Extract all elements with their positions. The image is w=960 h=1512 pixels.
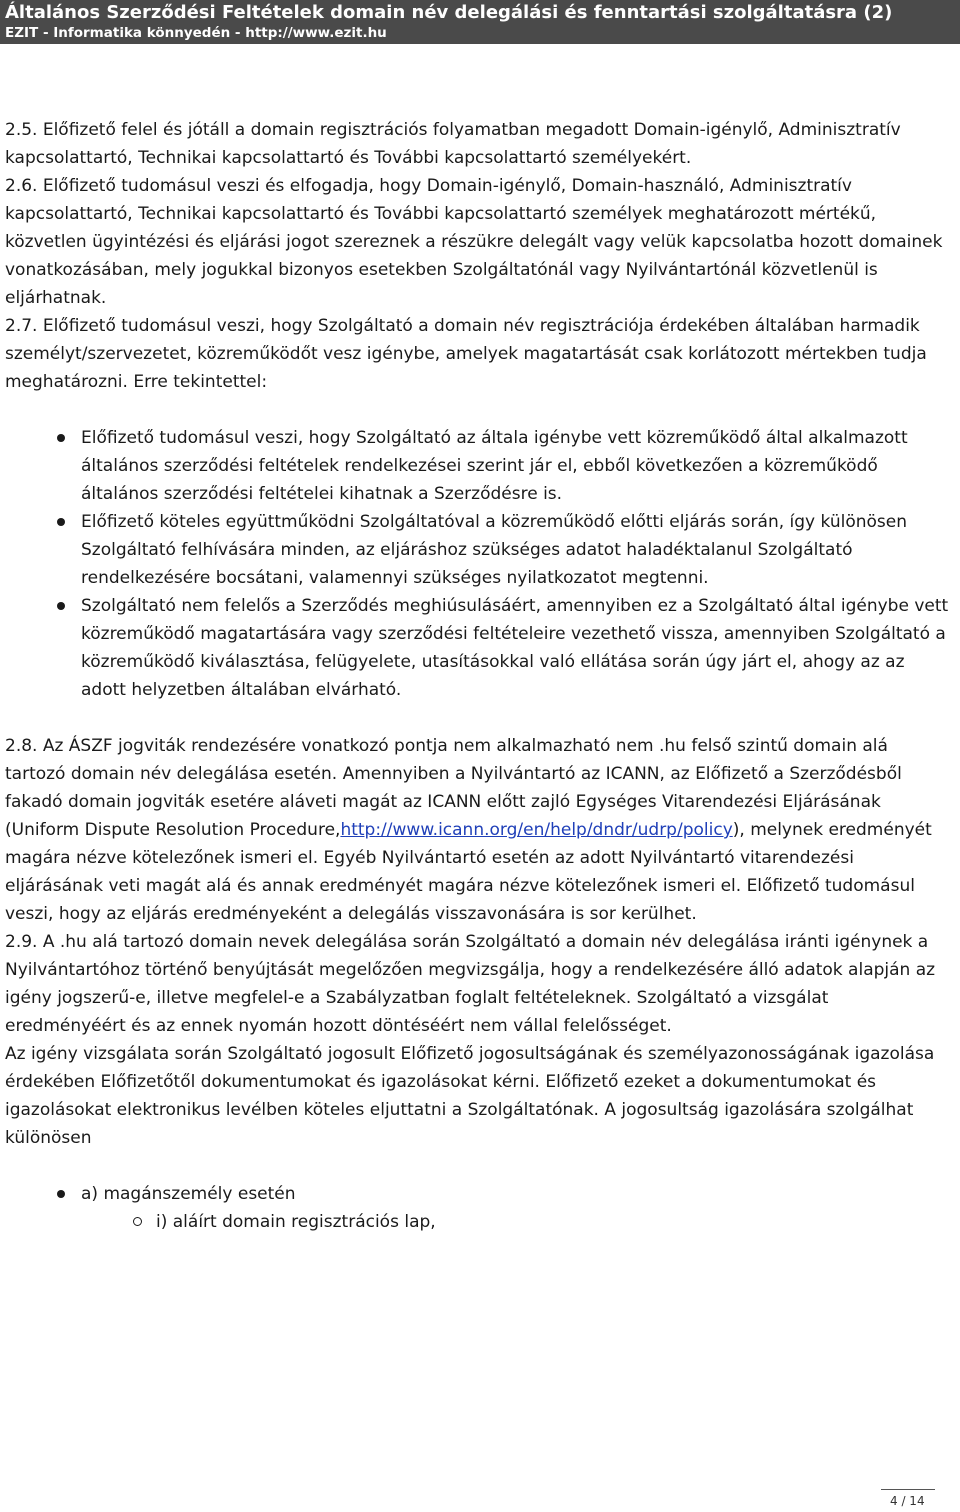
bullet-list-2-7 [5, 424, 953, 704]
paragraph-2-8-text: 2.8. Az ÁSZF jogviták rendezésére vonatkozó pontja nem alkalmazható nem .hu felső szintű domain alá tartozó domain név delegálása esetén. Amennyiben a Nyilvántartó az ICANN, az Előfizető a Szerződésből fakadó domain jogviták esetére aláveti magát az ICANN előtt zajló Egységes Vitarendezési Eljárásának (Uniform Dispute Resolution Procedure, [5, 736, 902, 840]
list-item: Előfizető tudomásul veszi, hogy Szolgáltató az általa igénybe vett közreműködő által alkalmazott általános szerződési feltételek rendelkezései szerint jár el, ebből következően a közreműködő általános szerződési feltételei kihatnak a Szerződésre is. [81, 424, 953, 508]
paragraph-2-8-text-end: ), melynek eredményét magára nézve kötelezőnek ismeri el. Egyéb Nyilvántartó esetén az adott Nyilvántartó vitarendezési eljárásának veti magát alá és annak eredményét magára nézve kötelezőnek ismeri el. Előfizető tudomásul veszi, hogy az eljárás eredményeként a delegálás visszavonására is sor kerülhet. [5, 820, 932, 924]
paragraph-2-5: 2.5. Előfizető felel és jótáll a domain regisztrációs folyamatban megadott Domain-igénylő, Adminisztratív kapcsolattartó, Technikai kapcsolattartó és További kapcsolattartó személyekért. [5, 120, 901, 168]
paragraph-2-9: 2.9. A .hu alá tartozó domain nevek delegálása során Szolgáltató a domain név delegálása iránti igénynek a Nyilvántartóhoz történő benyújtását megelőzően megvizsgálja, hogy a rendelkezésére álló adatok alapján az igény jogszerű-e, illetve megfelel-e a Szabályzatban foglalt feltételeknek. Szolgáltató a vizsgálat eredményéért és az ennek nyomán hozott döntéséért nem vállal felelősséget. [5, 932, 936, 1036]
bullet-list-jogosultsag [5, 1180, 953, 1236]
sub-list-item: i) aláírt domain regisztrációs lap, [156, 1208, 953, 1236]
spacer [5, 396, 953, 424]
udrp-policy-link[interactable]: http://www.icann.org/en/help/dndr/udrp/policy [340, 820, 733, 840]
footer-divider [881, 1489, 935, 1490]
list-item-label: a) magánszemély esetén [81, 1184, 296, 1204]
paragraph-2-7: 2.7. Előfizető tudomásul veszi, hogy Szolgáltató a domain név regisztrációja érdekében általában harmadik személyt/szervezetet, közreműködőt vesz igénybe, amelyek magatartását csak korlátozott mértekben tudja meghatározni. Erre tekintettel: [5, 316, 927, 392]
list-item [81, 1180, 953, 1236]
document-subtitle: EZIT - Informatika könnyedén - http://www.ezit.hu [5, 25, 387, 41]
page-number: 4 / 14 [890, 1494, 925, 1508]
sub-list [81, 1208, 953, 1236]
list-item: Szolgáltató nem felelős a Szerződés meghiúsulásáért, amennyiben ez a Szolgáltató által igénybe vett közreműködő magatartására vagy szerződési feltételeire vezethető vissza, amennyiben Szolgáltató a közreműködő kiválasztása, felügyelete, utasításokkal való ellátása során úgy járt el, ahogy az az adott helyzetben általában elvárható. [81, 592, 953, 704]
paragraph-igeny-vizsgalata: Az igény vizsgálata során Szolgáltató jogosult Előfizető jogosultságának és személyazonosságának igazolása érdekében Előfizetőtől dokumentumokat és igazolásokat kérni. Előfizető ezeket a dokumentumokat és igazolásokat elektronikus levélben köteles eljuttatni a Szolgáltatónak. A jogosultság igazolására szolgálhat különösen [5, 1044, 935, 1148]
document-header [0, 0, 960, 44]
paragraph-2-6: 2.6. Előfizető tudomásul veszi és elfogadja, hogy Domain-igénylő, Domain-használó, Adminisztratív kapcsolattartó, Technikai kapcsolattartó és További kapcsolattartó személyek meghatározott mértékű, közvetlen ügyintézési és eljárási jogot szereznek a részükre delegált vagy velük kapcsolatba hozott domainek vonatkozásában, mely jogukkal bizonyos esetekben Szolgáltatónál vagy Nyilvántartónál közvetlenül is eljárhatnak. [5, 176, 943, 308]
list-item: Előfizető köteles együttműködni Szolgáltatóval a közreműködő előtti eljárás során, így különösen Szolgáltató felhívására minden, az eljáráshoz szükséges adatot haladéktalanul Szolgáltató rendelkezésére bocsátani, valamennyi szükséges nyilatkozatot megtenni. [81, 508, 953, 592]
paragraph-2-8 [5, 732, 953, 928]
spacer [5, 1152, 953, 1180]
spacer [5, 704, 953, 732]
document-title: Általános Szerződési Feltételek domain név delegálási és fenntartási szolgáltatásra (2) [5, 2, 893, 23]
document-body [5, 116, 953, 1236]
